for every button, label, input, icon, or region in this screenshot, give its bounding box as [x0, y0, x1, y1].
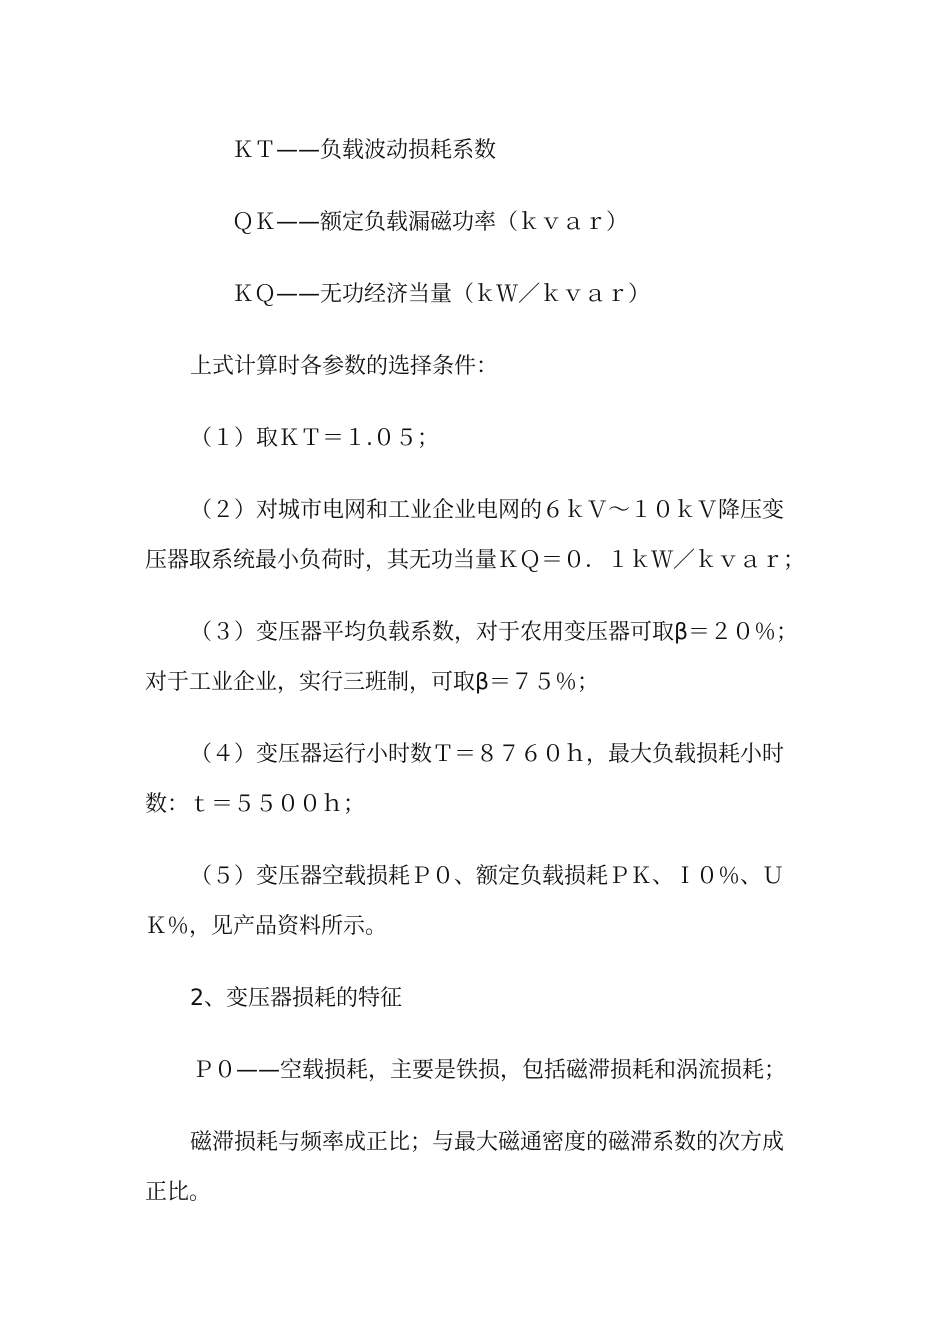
condition-4-line1: （４）变压器运行小时数Ｔ＝８７６０ｈ，最大负载损耗小时 — [190, 742, 785, 767]
condition-1: （１）取ＫＴ＝１.０５； — [190, 426, 439, 451]
hysteresis-line1: 磁滞损耗与频率成正比；与最大磁通密度的磁滞系数的次方成 — [190, 1130, 785, 1155]
section-heading: 2、变压器损耗的特征 — [190, 986, 402, 1011]
definition-kq: ＫＱ——无功经济当量（ｋＷ／ｋｖａｒ） — [232, 282, 651, 307]
hysteresis-line2: 正比。 — [145, 1180, 212, 1205]
condition-4-line2: 数：ｔ＝５５００ｈ； — [145, 792, 366, 817]
condition-2-line1: （２）对城市电网和工业企业电网的６ｋＶ～１０ｋＶ降压变 — [190, 498, 785, 523]
condition-3-line1: （３）变压器平均负载系数，对于农用变压器可取β＝２０％； — [190, 620, 799, 645]
definition-kt: ＫＴ——负载波动损耗系数 — [232, 138, 497, 163]
condition-5-line2: Ｋ％，见产品资料所示。 — [145, 914, 388, 939]
condition-2-line2: 压器取系统最小负荷时，其无功当量ＫＱ＝０．１ｋＷ／ｋｖａｒ； — [145, 548, 806, 573]
condition-5-line1: （５）变压器空载损耗Ｐ０、额定负载损耗ＰＫ、Ｉ０％、Ｕ — [190, 864, 785, 889]
p0-definition: Ｐ０——空载损耗，主要是铁损，包括磁滞损耗和涡流损耗； — [192, 1058, 787, 1083]
conditions-intro: 上式计算时各参数的选择条件： — [190, 354, 499, 379]
definition-qk: ＱＫ——额定负载漏磁功率（ｋｖａｒ） — [232, 210, 629, 235]
condition-3-line2: 对于工业企业，实行三班制，可取β＝７５％； — [145, 670, 600, 695]
